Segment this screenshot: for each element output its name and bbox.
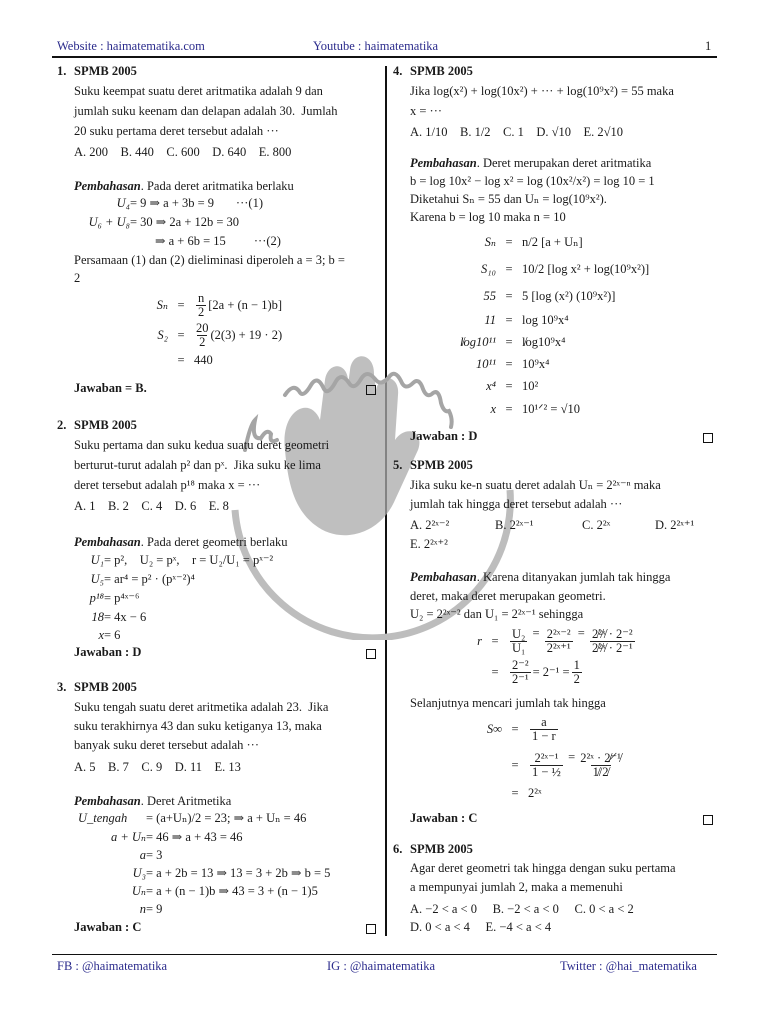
text-line: Selanjutnya mencari jumlah tak hingga: [410, 696, 606, 710]
footer-rule: [52, 954, 717, 955]
eq-lhs: S₁₀: [481, 262, 496, 276]
question-line: jumlah tak hingga deret tersebut adalah ···: [410, 497, 623, 511]
text-line: U₂ = 2²ˣ⁻² dan U₁ = 2²ˣ⁻¹ sehingga: [410, 607, 584, 621]
numerator: 1: [573, 658, 580, 672]
question-line: jumlah suku keenam dan delapan adalah 30. Jumlah: [74, 104, 338, 118]
footer-twitter[interactable]: Twitter : @hai_matematika: [560, 959, 697, 973]
numerator: 20: [196, 321, 209, 335]
text-line: Diketahui Sₙ = 55 dan Uₙ = log(10⁹x²).: [410, 192, 607, 206]
numerator: U₂: [512, 626, 526, 641]
eq-lhs: U₄: [116, 196, 130, 210]
pembahasan-label: Pembahasan: [410, 570, 477, 584]
fraction: [572, 659, 582, 686]
answer-label: Jawaban : D: [410, 429, 478, 443]
text-line: Karena b = log 10 maka n = 10: [410, 210, 566, 224]
numerator: 2²ˣ⁻²: [546, 626, 571, 641]
equals-sign: =: [177, 328, 185, 342]
equals-sign: =: [491, 665, 499, 679]
fraction: [510, 628, 527, 655]
fraction: [580, 752, 621, 779]
fraction: [545, 628, 573, 655]
problem-number: 6.: [393, 842, 403, 856]
question-line: x = ···: [410, 104, 443, 118]
answer-choices: D. 0 < a < 4 E. −4 < a < 4: [410, 920, 552, 934]
qed-square-icon: [366, 385, 376, 395]
eq-rhs: = 30 ⇒ 2a + 12b = 30: [130, 215, 240, 229]
denominator: 1 − r: [532, 729, 556, 743]
denominator: 1̸/2̸: [592, 764, 609, 779]
question-line: Suku tengah suatu deret aritmetika adalah 23. Jika: [74, 700, 329, 714]
denominator: 2̸²̸ˣ̸ · 2⁻¹: [591, 640, 633, 655]
equals-sign: =: [511, 786, 519, 800]
equals-sign: =: [511, 722, 519, 736]
eq-lhs: a + Uₙ: [110, 830, 146, 844]
eq-rhs: 5 [log (x²) (10⁹x²)]: [522, 289, 616, 303]
equals-sign: =: [177, 353, 185, 367]
question-line: deret tersebut adalah p¹⁸ maka x = ···: [74, 478, 261, 492]
problem-title: SPMB 2005: [410, 458, 473, 472]
eq-rhs: ⇒ a + 6b = 15 ···(2): [130, 234, 281, 248]
eq-lhs: Uₙ: [131, 884, 146, 898]
denominator: 2: [573, 672, 580, 686]
equals-sign: =: [505, 262, 513, 276]
equals-sign: =: [505, 289, 513, 303]
denominator: 2²ˣ⁺¹: [546, 640, 571, 655]
eq-rhs: = 2⁻¹ =: [532, 665, 570, 679]
header-website[interactable]: Website : haimatematika.com: [57, 39, 205, 53]
pembahasan-text: . Karena ditanyakan jumlah tak hingga: [476, 570, 671, 584]
qed-square-icon: [366, 649, 376, 659]
numerator: 2̸²̸ˣ̸ · 2⁻²: [591, 626, 633, 641]
problem-number: 4.: [393, 64, 403, 78]
question-line: banyak suku deret tersebut adalah ···: [74, 738, 259, 752]
eq-lhs: r: [477, 633, 482, 648]
eq-lhs: n: [139, 902, 146, 916]
eq-rhs: = p⁴ˣ⁻⁶: [104, 591, 140, 605]
eq-rhs: = 9: [146, 902, 163, 916]
qed-square-icon: [703, 433, 713, 443]
eq-lhs: x: [490, 402, 496, 416]
pembahasan-text: . Pada deret aritmatika berlaku: [140, 179, 294, 193]
eq-lhs: U_tengah: [78, 811, 128, 825]
answer-choice: B. 2²ˣ⁻¹: [495, 518, 534, 532]
eq-lhs: 55: [483, 289, 496, 303]
footer-ig[interactable]: IG : @haimatematika: [327, 959, 436, 973]
problem-number: 5.: [393, 458, 403, 472]
answer-choices: A. 5 B. 7 C. 9 D. 11 E. 13: [74, 760, 241, 774]
eq-rhs: = ar⁴ = p² · (pˣ⁻²)⁴: [104, 572, 195, 586]
problem-title: SPMB 2005: [74, 418, 137, 432]
question-line: Suku keempat suatu deret aritmatika adalah 9 dan: [74, 84, 323, 98]
header-youtube[interactable]: Youtube : haimatematika: [313, 39, 439, 53]
denominator: 2⁻¹: [512, 672, 529, 686]
eq-rhs: log 10⁹x⁴: [522, 313, 569, 327]
eq-rhs: = 3: [146, 848, 163, 862]
answer-choices: A. 200 B. 440 C. 600 D. 640 E. 800: [74, 145, 292, 159]
question-line: Suku pertama dan suku kedua suatu deret geometri: [74, 438, 330, 452]
eq-lhs: S₂: [157, 328, 168, 342]
question-line: a mempunyai jumlah 2, maka a memenuhi: [410, 880, 623, 894]
numerator: 2⁻²: [512, 658, 529, 672]
eq-rhs: n/2 [a + Uₙ]: [522, 235, 583, 249]
question-line: suku terakhirnya 43 dan suku ketiganya 13, maka: [74, 719, 322, 733]
answer-choices: A. −2 < a < 0 B. −2 < a < 0 C. 0 < a < 2: [410, 902, 634, 916]
text-line: 2: [74, 271, 81, 285]
eq-rhs: l̸og10⁹x⁴: [522, 335, 566, 349]
eq-rhs: (2(3) + 19 · 2): [210, 328, 283, 342]
eq-rhs: = 9 ⇒ a + 3b = 9 ···(1): [130, 196, 263, 210]
pembahasan-label: Pembahasan: [410, 156, 477, 170]
question-line: Agar deret geometri tak hingga dengan suku pertama: [410, 861, 676, 875]
eq-result: 2²ˣ: [528, 786, 542, 800]
fraction: [196, 322, 209, 349]
denominator: U₁: [512, 640, 526, 655]
equals-sign: =: [505, 402, 513, 416]
eq-lhs: 10¹¹: [476, 357, 496, 371]
equals-sign: =: [491, 633, 499, 648]
answer-choice: A. 2²ˣ⁻²: [410, 518, 450, 532]
problem-title: SPMB 2005: [74, 64, 137, 78]
header-rule: [52, 56, 717, 58]
eq-lhs: U₅: [90, 572, 104, 586]
qed-square-icon: [703, 815, 713, 825]
denominator: 1 − ½: [532, 764, 561, 779]
eq-lhs: x⁴: [486, 379, 496, 393]
eq-lhs: p¹⁸: [89, 591, 104, 605]
eq-lhs: 11: [484, 313, 496, 327]
answer-label: Jawaban = B.: [74, 381, 147, 395]
numerator: 2²ˣ⁻¹: [534, 750, 559, 765]
fraction: [196, 292, 206, 319]
answer-choices: A. 1 B. 2 C. 4 D. 6 E. 8: [74, 499, 229, 513]
eq-rhs: 10/2 [log x² + log(10⁹x²)]: [522, 262, 650, 276]
eq-rhs: [2a + (n − 1)b]: [208, 298, 283, 312]
eq-rhs: = 46 ⇒ a + 43 = 46: [146, 830, 243, 844]
answer-choice: D. 2²ˣ⁺¹: [655, 518, 695, 532]
eq-lhs: l̸og10¹¹: [460, 335, 496, 349]
question-line: 20 suku pertama deret tersebut adalah ···: [74, 124, 279, 138]
footer-fb[interactable]: FB : @haimatematika: [57, 959, 168, 973]
equals-sign: =: [511, 757, 519, 772]
answer-choices: A. 1/10 B. 1/2 C. 1 D. √10 E. 2√10: [410, 125, 624, 139]
equals-sign: =: [505, 235, 513, 249]
eq-lhs: a: [139, 848, 146, 862]
eq-lhs: S∞: [486, 722, 502, 736]
eq-lhs: U₆ + U₈: [88, 215, 130, 229]
eq-rhs: 10⁹x⁴: [522, 357, 550, 371]
answer-label: Jawaban : D: [74, 645, 142, 659]
problem-title: SPMB 2005: [410, 64, 473, 78]
eq-result: 440: [194, 353, 213, 367]
equals-sign: =: [177, 298, 185, 312]
pembahasan-label: Pembahasan: [74, 794, 141, 808]
qed-square-icon: [366, 924, 376, 934]
page-number: 1: [705, 39, 712, 53]
eq-lhs: Sₙ: [484, 235, 496, 249]
eq-rhs: = a + 2b = 13 ⇒ 13 = 3 + 2b ⇒ b = 5: [146, 866, 331, 880]
answer-choice: C. 2²ˣ: [582, 518, 611, 532]
answer-label: Jawaban : C: [74, 920, 142, 934]
fraction: [590, 628, 635, 655]
eq-rhs: = (a+Uₙ)/2 = 23; ⇒ a + Uₙ = 46: [146, 811, 307, 825]
eq-rhs: 10¹ᐟ² = √10: [522, 402, 580, 416]
eq-lhs: x: [98, 628, 104, 642]
pembahasan-label: Pembahasan: [74, 179, 141, 193]
eq-lhs: 18: [91, 610, 104, 624]
eq-rhs: = 4x − 6: [104, 610, 147, 624]
question-line: Jika log(x²) + log(10x²) + ··· + log(10⁹x²) = 55 maka: [410, 84, 674, 98]
eq-rhs: 10²: [522, 379, 539, 393]
text-line: b = log 10x² − log x² = log (10x²/x²) = log 10 = 1: [410, 174, 655, 188]
fraction: [530, 752, 563, 779]
numerator: a: [541, 715, 547, 729]
text-line: Persamaan (1) dan (2) dieliminasi diperoleh a = 3; b =: [74, 253, 345, 267]
eq-rhs: = 6: [104, 628, 121, 642]
denominator: 2: [198, 305, 205, 319]
question-line: Jika suku ke-n suatu deret adalah Uₙ = 2²ˣ⁻ⁿ maka: [410, 478, 661, 492]
equals-sign: =: [505, 379, 513, 393]
answer-choice: E. 2²ˣ⁺²: [410, 537, 448, 551]
answer-label: Jawaban : C: [410, 811, 478, 825]
problem-number: 3.: [57, 680, 67, 694]
pembahasan-text: . Pada deret geometri berlaku: [140, 535, 288, 549]
problem-title: SPMB 2005: [410, 842, 473, 856]
pembahasan-text: . Deret merupakan deret aritmatika: [476, 156, 652, 170]
eq-lhs: U₁: [90, 553, 104, 567]
problem-number: 1.: [57, 64, 67, 78]
eq-rhs: = p², U₂ = pˣ, r = U₂/U₁ = pˣ⁻²: [104, 553, 274, 567]
pembahasan-text: . Deret Aritmetika: [140, 794, 232, 808]
question-line: berturut-turut adalah p² dan pˣ. Jika suku ke lima: [74, 458, 321, 472]
text-line: deret, maka deret merupakan geometri.: [410, 589, 606, 603]
numerator: n: [198, 291, 205, 305]
problem-title: SPMB 2005: [74, 680, 137, 694]
equals-sign: =: [505, 335, 513, 349]
eq-lhs: U₃: [132, 866, 146, 880]
equals-sign: =: [505, 313, 513, 327]
numerator: 2²ˣ · 2̸⁻̸¹̸: [580, 750, 621, 765]
problem-number: 2.: [57, 418, 67, 432]
pembahasan-label: Pembahasan: [74, 535, 141, 549]
fraction: [530, 716, 558, 743]
eq-lhs: Sₙ: [156, 298, 168, 312]
fraction: [510, 659, 531, 686]
denominator: 2: [199, 335, 206, 349]
equals-sign: =: [505, 357, 513, 371]
eq-rhs: = a + (n − 1)b ⇒ 43 = 3 + (n − 1)5: [146, 884, 318, 898]
